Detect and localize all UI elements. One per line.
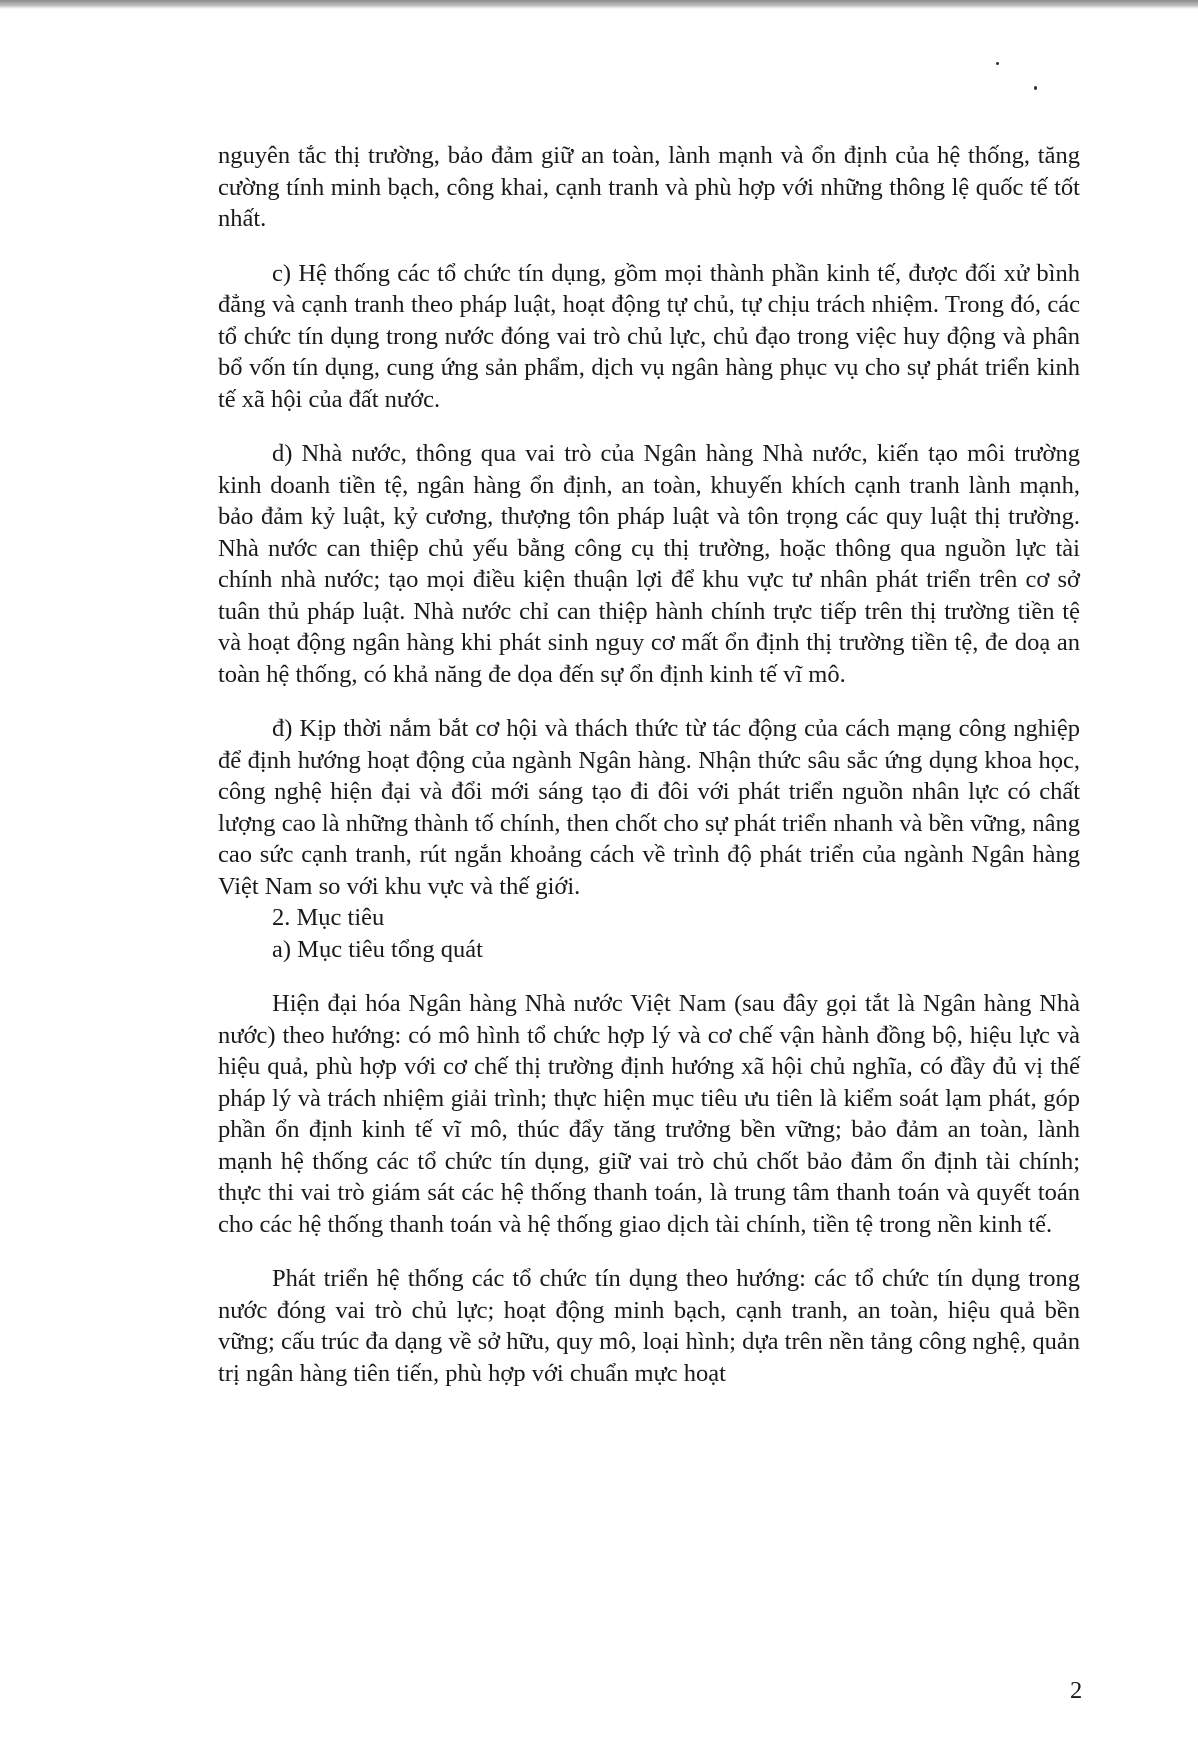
paragraph-continued: nguyên tắc thị trường, bảo đảm giữ an toàn, lành mạnh và ổn định của hệ thống, tăng cường tính minh bạch, công khai, cạnh tranh và phù hợp với những thông lệ quốc tế tốt nhất. xyxy=(218,142,1080,232)
section-heading-objectives: 2. Mục tiêu xyxy=(272,904,385,931)
scan-top-edge xyxy=(0,0,1198,9)
paragraph-c: c) Hệ thống các tổ chức tín dụng, gồm mọi thành phần kinh tế, được đối xử bình đẳng và cạnh tranh theo pháp luật, hoạt động tự chủ, tự chịu trách nhiệm. Trong đó, các tổ chức tín dụng trong nước đóng vai trò chủ lực, chủ đạo trong việc huy động và phân bổ vốn tín dụng, cung ứng sản phẩm, dịch vụ ngân hàng phục vụ cho sự phát triển kinh tế xã hội của đất nước. xyxy=(218,259,1080,413)
page-number: 2 xyxy=(1070,1677,1083,1704)
scan-speck xyxy=(1034,86,1037,90)
document-body xyxy=(218,140,1080,1389)
paragraph-general-objective: Hiện đại hóa Ngân hàng Nhà nước Việt Nam (sau đây gọi tắt là Ngân hàng Nhà nước) theo hướng: có mô hình tổ chức hợp lý và cơ chế vận hành đồng bộ, hiệu lực và hiệu quả, phù hợp với cơ chế thị trường định hướng xã hội chủ nghĩa, có đầy đủ vị thế pháp lý và trách nhiệm giải trình; thực hiện mục tiêu ưu tiên là kiểm soát lạm phát, góp phần ổn định kinh tế vĩ mô, thúc đẩy tăng trưởng bền vững; bảo đảm an toàn, lành mạnh hệ thống các tổ chức tín dụng, giữ vai trò chủ chốt bảo đảm ổn định tài chính; thực thi vai trò giám sát các hệ thống thanh toán, là trung tâm thanh toán và quyết toán cho các hệ thống thanh toán và hệ thống giao dịch tài chính, tiền tệ trong nền kinh tế. xyxy=(218,990,1080,1238)
paragraph-dd: đ) Kịp thời nắm bắt cơ hội và thách thức từ tác động của cách mạng công nghiệp để định hướng hoạt động của ngành Ngân hàng. Nhận thức sâu sắc ứng dụng khoa học, công nghệ hiện đại và đổi mới sáng tạo đi đôi với phát triển nguồn nhân lực có chất lượng cao là những thành tố chính, then chốt cho sự phát triển nhanh và bền vững, nâng cao sức cạnh tranh, rút ngắn khoảng cách về trình độ phát triển của ngành Ngân hàng Việt Nam so với khu vực và thế giới. xyxy=(218,715,1080,900)
paragraph-credit-institutions: Phát triển hệ thống các tổ chức tín dụng theo hướng: các tổ chức tín dụng trong nước đóng vai trò chủ lực; hoạt động minh bạch, cạnh tranh, an toàn, hiệu quả bền vững; cấu trúc đa dạng về sở hữu, quy mô, loại hình; dựa trên nền tảng công nghệ, quản trị ngân hàng tiên tiến, phù hợp với chuẩn mực hoạt xyxy=(218,1265,1080,1387)
paragraph-d: d) Nhà nước, thông qua vai trò của Ngân hàng Nhà nước, kiến tạo môi trường kinh doanh tiền tệ, ngân hàng ổn định, an toàn, khuyến khích cạnh tranh lành mạnh, bảo đảm kỷ luật, kỷ cương, thượng tôn pháp luật và tôn trọng các quy luật thị trường. Nhà nước can thiệp chủ yếu bằng công cụ thị trường, hoặc thông qua nguồn lực tài chính nhà nước; tạo mọi điều kiện thuận lợi để khu vực tư nhân phát triển trên cơ sở tuân thủ pháp luật. Nhà nước chỉ can thiệp hành chính trực tiếp trên thị trường tiền tệ và hoạt động ngân hàng khi phát sinh nguy cơ mất ổn định thị trường tiền tệ, đe doạ an toàn hệ thống, có khả năng đe dọa đến sự ổn định kinh tế vĩ mô. xyxy=(218,440,1080,688)
subsection-heading-general-objective: a) Mục tiêu tổng quát xyxy=(272,935,483,963)
scan-speck xyxy=(996,62,999,65)
